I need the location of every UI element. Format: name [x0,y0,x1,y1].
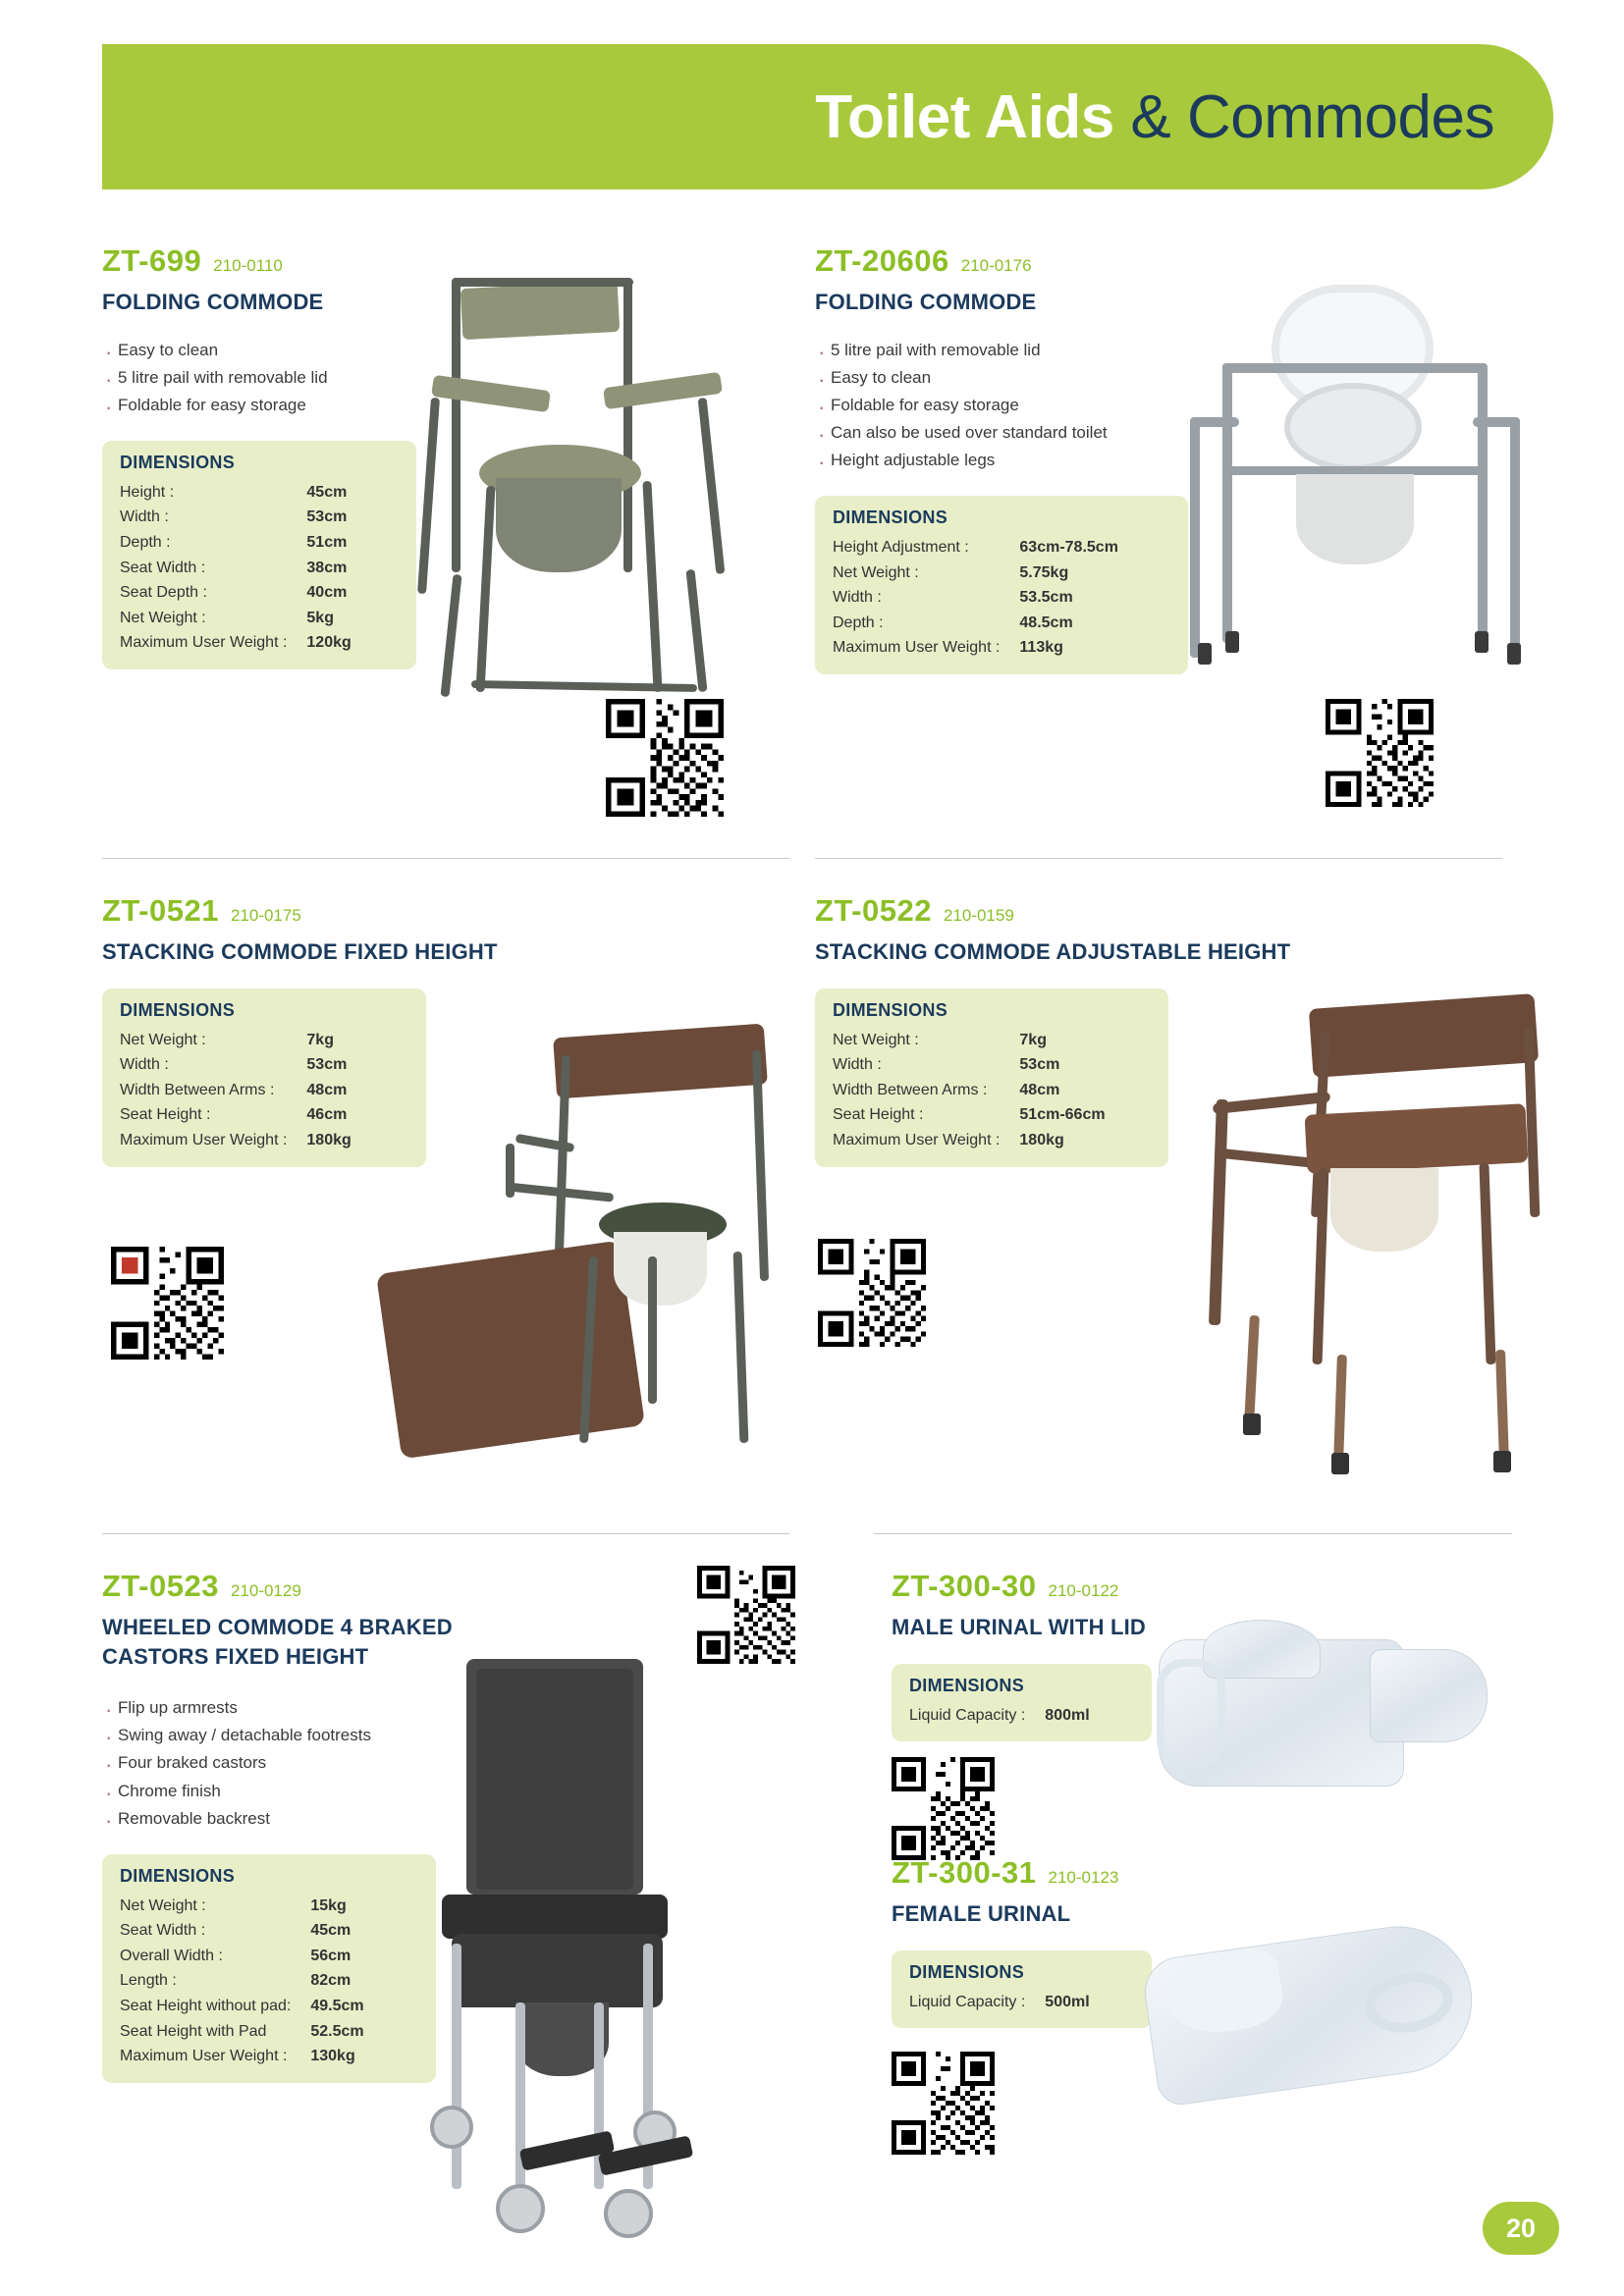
table-row [833,585,1118,611]
dim-value: 5kg [306,609,334,626]
dimensions-table [833,1028,1106,1153]
dimensions-box [102,1854,436,2083]
dimensions-box [102,441,416,669]
dim-value: 82cm [310,1972,352,1990]
table-row [120,630,352,656]
section-divider [874,1533,1512,1534]
table-row [833,1128,1106,1153]
page-title [815,82,1494,152]
dim-value: 180kg [1019,1132,1064,1149]
dim-value: 120kg [306,634,352,652]
product-photo-zt-0523 [422,1649,835,2238]
feature-item: · Swing away / detachable footrests [102,1722,652,1749]
castor-wheel [496,2184,545,2233]
dimensions-title: DIMENSIONS [120,452,236,472]
dim-key: Seat Height without pad: [120,1997,292,2014]
table-row [120,1102,352,1128]
product-code: ZT-0523 [102,1569,219,1603]
qr-code-zt-0522[interactable] [818,1239,926,1347]
dim-value: 7kg [1019,1031,1047,1048]
table-row [120,1128,352,1153]
product-name: WHEELED COMMODE 4 BRAKED CASTORS FIXED HEIGHT [102,1615,453,1669]
dimensions-title: DIMENSIONS [833,507,948,527]
qr-code-zt-699[interactable] [606,699,724,817]
dimensions-box [815,496,1188,674]
dim-value: 53.5cm [1019,589,1073,607]
table-row [833,635,1118,661]
feature-item: · 5 litre pail with removable lid [102,364,789,392]
product-code: ZT-0522 [815,893,932,928]
dim-key: Net Weight : [120,1896,206,1914]
table-row [120,606,352,631]
dim-value: 7kg [306,1031,334,1048]
castor-wheel [430,2106,473,2149]
dim-value: 51cm-66cm [1019,1106,1106,1124]
dim-value: 40cm [306,584,348,602]
dimensions-box [815,988,1168,1167]
dim-key: Seat Width : [120,559,206,576]
dim-key: Maximum User Weight : [833,639,1001,657]
table-row [833,535,1118,561]
page-title-strong: Toilet Aids [815,82,1114,151]
page-title-rest: & Commodes [1113,82,1494,151]
product-name: FEMALE URINAL [892,1901,1071,1926]
table-row [909,1990,1090,2015]
product-photo-zt-0522 [1159,991,1571,1522]
product-photo-zt-0521 [412,1011,805,1472]
product-name: STACKING COMMODE ADJUSTABLE HEIGHT [815,939,1291,964]
table-row [120,2019,364,2045]
product-code: ZT-300-31 [892,1855,1037,1890]
dim-value: 38cm [306,559,348,576]
table-row [909,1703,1090,1729]
dimensions-title: DIMENSIONS [120,1865,236,1886]
dim-value: 15kg [310,1896,347,1914]
dim-value: 5.75kg [1019,563,1069,581]
dim-key: Overall Width : [120,1947,223,1964]
feature-item: · Easy to clean [102,337,789,364]
dimensions-title: DIMENSIONS [833,999,948,1020]
dim-value: 53cm [1019,1056,1060,1074]
table-row [833,611,1118,636]
dim-key: Seat Height : [833,1106,924,1124]
product-refno: 210-0110 [213,256,283,275]
dim-value: 48cm [1019,1081,1060,1098]
product-photo-zt-20606 [1168,270,1542,761]
dim-value: 46cm [306,1106,348,1124]
product-photo-zt-300-30 [1119,1600,1532,1845]
product-code: ZT-300-30 [892,1569,1037,1603]
qr-code-zt-300-30[interactable] [892,1757,995,1860]
dimensions-title: DIMENSIONS [909,1675,1025,1695]
dim-key: Depth : [833,614,884,631]
dimensions-box [892,1664,1152,1742]
product-name: FOLDING COMMODE [815,290,1037,314]
dimensions-table [120,1894,364,2069]
dimensions-box [892,1950,1152,2029]
dim-key: Width : [120,1056,169,1074]
dim-value: 45cm [306,483,348,501]
table-row [120,1052,352,1078]
dim-key: Depth : [120,534,171,552]
dim-value: 52.5cm [310,2022,364,2040]
castor-wheel [604,2189,653,2238]
dim-value: 800ml [1045,1706,1090,1724]
table-row [120,1994,364,2019]
table-row [120,1918,364,1944]
feature-item: · Four braked castors [102,1749,652,1777]
dim-key: Maximum User Weight : [120,1132,288,1149]
product-code: ZT-20606 [815,243,949,278]
dimensions-title: DIMENSIONS [909,1961,1025,1982]
table-row [120,2044,364,2069]
dim-key: Net Weight : [833,563,919,581]
dim-key: Seat Height with Pad [120,2022,267,2040]
dim-value: 113kg [1019,639,1063,657]
product-photo-zt-300-31 [1119,1895,1532,2140]
dimensions-table [120,1028,352,1153]
dimensions-title: DIMENSIONS [120,999,236,1020]
table-row [833,1052,1106,1078]
qr-code-zt-0521[interactable] [111,1247,224,1360]
page-number-badge: 20 [1483,2202,1559,2255]
table-row [833,561,1118,586]
product-code-line [102,893,789,929]
feature-item: · Height adjustable legs [815,447,1502,474]
dim-value: 56cm [310,1947,352,1964]
dim-value: 53cm [306,1056,348,1074]
dim-value: 53cm [306,508,348,526]
qr-code-zt-20606[interactable] [1326,699,1434,807]
dim-key: Net Weight : [120,1031,206,1048]
dim-key: Height : [120,483,175,501]
dim-value: 48cm [306,1081,348,1098]
dim-value: 130kg [310,2048,355,2065]
product-code-line [892,1855,1500,1891]
dim-key: Maximum User Weight : [833,1132,1001,1149]
product-name: STACKING COMMODE FIXED HEIGHT [102,939,498,964]
dim-value: 500ml [1045,1993,1090,2010]
qr-code-zt-300-31[interactable] [892,2052,995,2155]
table-row [833,1028,1106,1053]
dimensions-table [909,1703,1090,1729]
table-row [120,580,352,606]
feature-item: · Flip up armrests [102,1694,652,1722]
dim-value: 51cm [306,534,348,552]
table-row [120,480,352,506]
dimensions-table [909,1990,1090,2015]
dim-key: Width Between Arms : [120,1081,275,1098]
dim-key: Maximum User Weight : [120,634,288,652]
dim-key: Height Adjustment : [833,538,969,556]
dim-key: Liquid Capacity : [909,1706,1026,1724]
feature-item: · Foldable for easy storage [815,392,1502,419]
section-divider [815,858,1502,859]
dim-key: Width Between Arms : [833,1081,988,1098]
dim-value: 49.5cm [310,1997,364,2014]
dim-value: 45cm [310,1922,352,1940]
product-code: ZT-699 [102,243,202,278]
feature-item: · Can also be used over standard toilet [815,419,1502,447]
product-refno: 210-0175 [230,906,301,925]
product-refno: 210-0176 [960,256,1032,275]
section-divider [102,1533,789,1534]
dim-key: Seat Depth : [120,584,207,602]
dim-value: 48.5cm [1019,614,1073,631]
product-name: FOLDING COMMODE [102,290,324,314]
dimensions-table [833,535,1118,661]
dim-key: Seat Height : [120,1106,211,1124]
table-row [833,1102,1106,1128]
qr-code-zt-0523[interactable] [697,1566,795,1664]
dim-key: Liquid Capacity : [909,1993,1026,2010]
product-name: MALE URINAL WITH LID [892,1615,1147,1639]
product-refno: 210-0159 [943,906,1014,925]
dim-key: Seat Width : [120,1922,206,1940]
product-code-line [102,1569,652,1604]
dim-value: 63cm-78.5cm [1019,538,1118,556]
dim-value: 180kg [306,1132,352,1149]
product-code-line [892,1569,1500,1604]
feature-item: · 5 litre pail with removable lid [815,337,1502,364]
dim-key: Net Weight : [833,1031,919,1048]
product-code: ZT-0521 [102,893,219,928]
table-row [120,1944,364,1969]
dim-key: Width : [833,1056,882,1074]
table-row [120,1968,364,1994]
table-row [120,1894,364,1919]
dim-key: Width : [833,589,882,607]
table-row [120,556,352,581]
dim-key: Width : [120,508,169,526]
section-divider [102,858,789,859]
table-row [120,530,352,556]
dimensions-box [102,988,426,1167]
table-row [833,1078,1106,1103]
dimensions-table [120,480,352,656]
product-refno: 210-0122 [1048,1581,1119,1600]
page-header-banner [102,44,1553,189]
dim-key: Maximum User Weight : [120,2048,288,2065]
product-code-line [815,893,1522,929]
dim-key: Length : [120,1972,177,1990]
feature-item: · Removable backrest [102,1805,652,1833]
table-row [120,1028,352,1053]
table-row [120,1078,352,1103]
product-refno: 210-0129 [230,1581,301,1600]
feature-item: · Foldable for easy storage [102,392,789,419]
product-refno: 210-0123 [1048,1868,1119,1887]
feature-item: · Chrome finish [102,1778,652,1805]
feature-item: · Easy to clean [815,364,1502,392]
dim-key: Net Weight : [120,609,206,626]
table-row [120,505,352,530]
